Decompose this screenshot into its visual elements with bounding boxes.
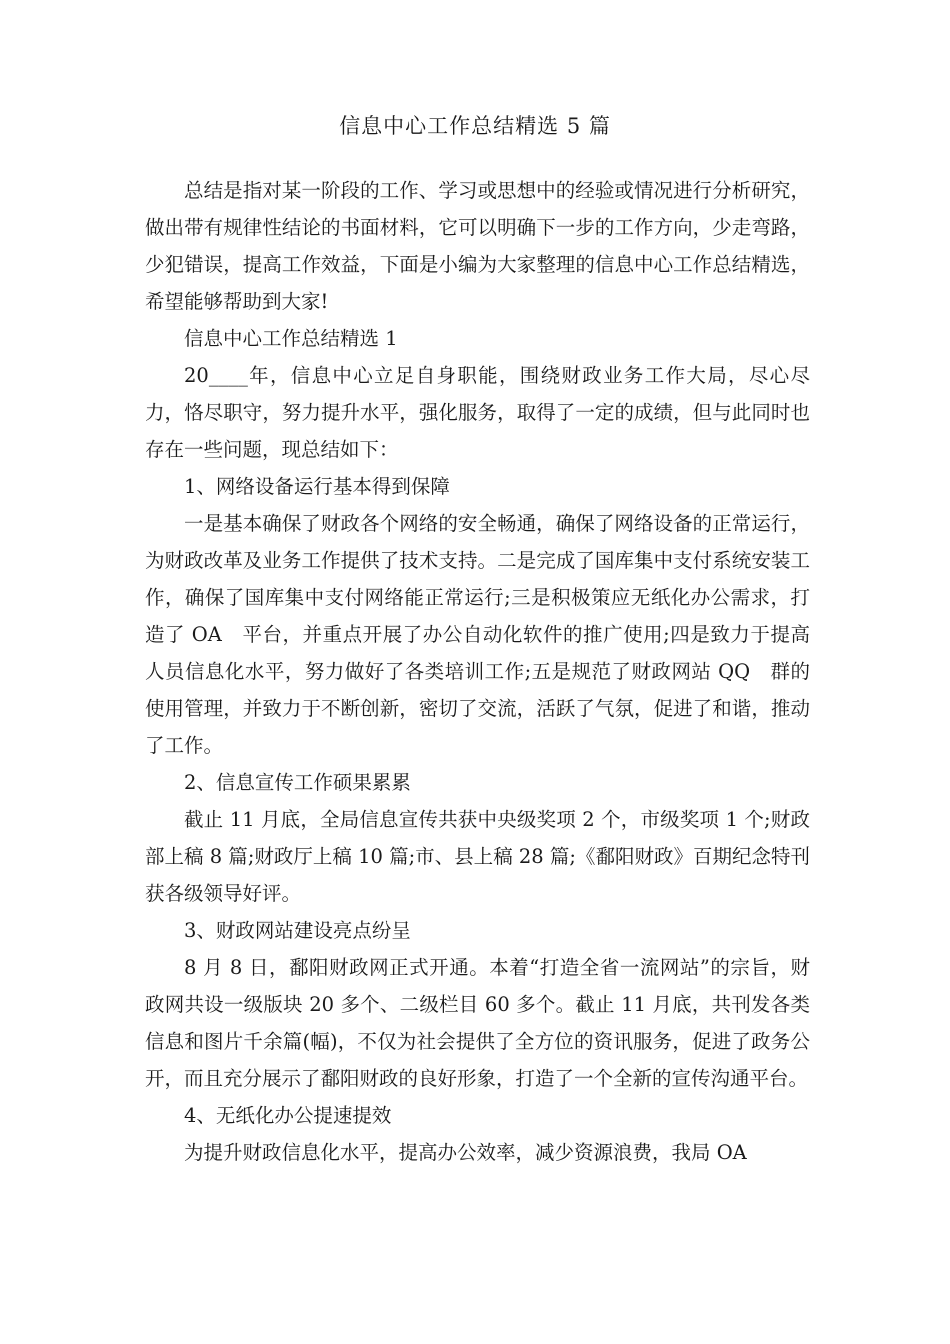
body-paragraph: 为提升财政信息化水平，提高办公效率，减少资源浪费，我局 OA xyxy=(184,1141,747,1164)
intro-paragraph: 总结是指对某一阶段的工作、学习或思想中的经验或情况进行分析研究，做出带有规律性结论的书面材料，它可以明确下一步的工作方向，少走弯路，少犯错误，提高工作效益，下面是小编为大家整理的信息中心工作总结精选，希望能够帮助到大家! xyxy=(145,179,810,313)
body-paragraph: 截止 11 月底，全局信息宣传共获中央级奖项 2 个，市级奖项 1 个;财政部上稿 8 篇;财政厅上稿 10 篇;市、县上稿 28 篇;《鄱阳财政》百期纪念特刊获各级领导好评。 xyxy=(145,808,810,905)
subsection-heading: 3、财政网站建设亮点纷呈 xyxy=(184,919,411,942)
body-paragraph: 20____年，信息中心立足自身职能，围绕财政业务工作大局，尽心尽力，恪尽职守，努力提升水平，强化服务，取得了一定的成绩，但与此同时也存在一些问题，现总结如下： xyxy=(145,364,810,461)
document-body xyxy=(145,172,810,1171)
body-paragraph: 一是基本确保了财政各个网络的安全畅通，确保了网络设备的正常运行，为财政改革及业务工作提供了技术支持。二是完成了国库集中支付系统安装工作，确保了国库集中支付网络能正常运行;三是积极策应无纸化办公需求，打造了 OA 平台，并重点开展了办公自动化软件的推广使用;四是致力于提高人员信息化水平，努力做好了各类培训工作;五是规范了财政网站 QQ 群的使用管理，并致力于不断创新，密切了交流，活跃了气氛，促进了和谐，推动了工作。 xyxy=(145,512,810,757)
subsection-heading: 1、网络设备运行基本得到保障 xyxy=(184,475,450,498)
body-paragraph: 8 月 8 日，鄱阳财政网正式开通。本着“打造全省一流网站”的宗旨，财政网共设一级版块 20 多个、二级栏目 60 多个。截止 11 月底，共刊发各类信息和图片千余篇(幅)，不仅为社会提供了全方位的资讯服务，促进了政务公开，而且充分展示了鄱阳财政的良好形象，打造了一个全新的宣传沟通平台。 xyxy=(145,956,810,1090)
subsection-heading: 2、信息宣传工作硕果累累 xyxy=(184,771,411,794)
subsection-heading: 4、无纸化办公提速提效 xyxy=(184,1104,392,1127)
document-title: 信息中心工作总结精选 5 篇 xyxy=(339,114,611,138)
section-title: 信息中心工作总结精选 1 xyxy=(184,327,398,350)
